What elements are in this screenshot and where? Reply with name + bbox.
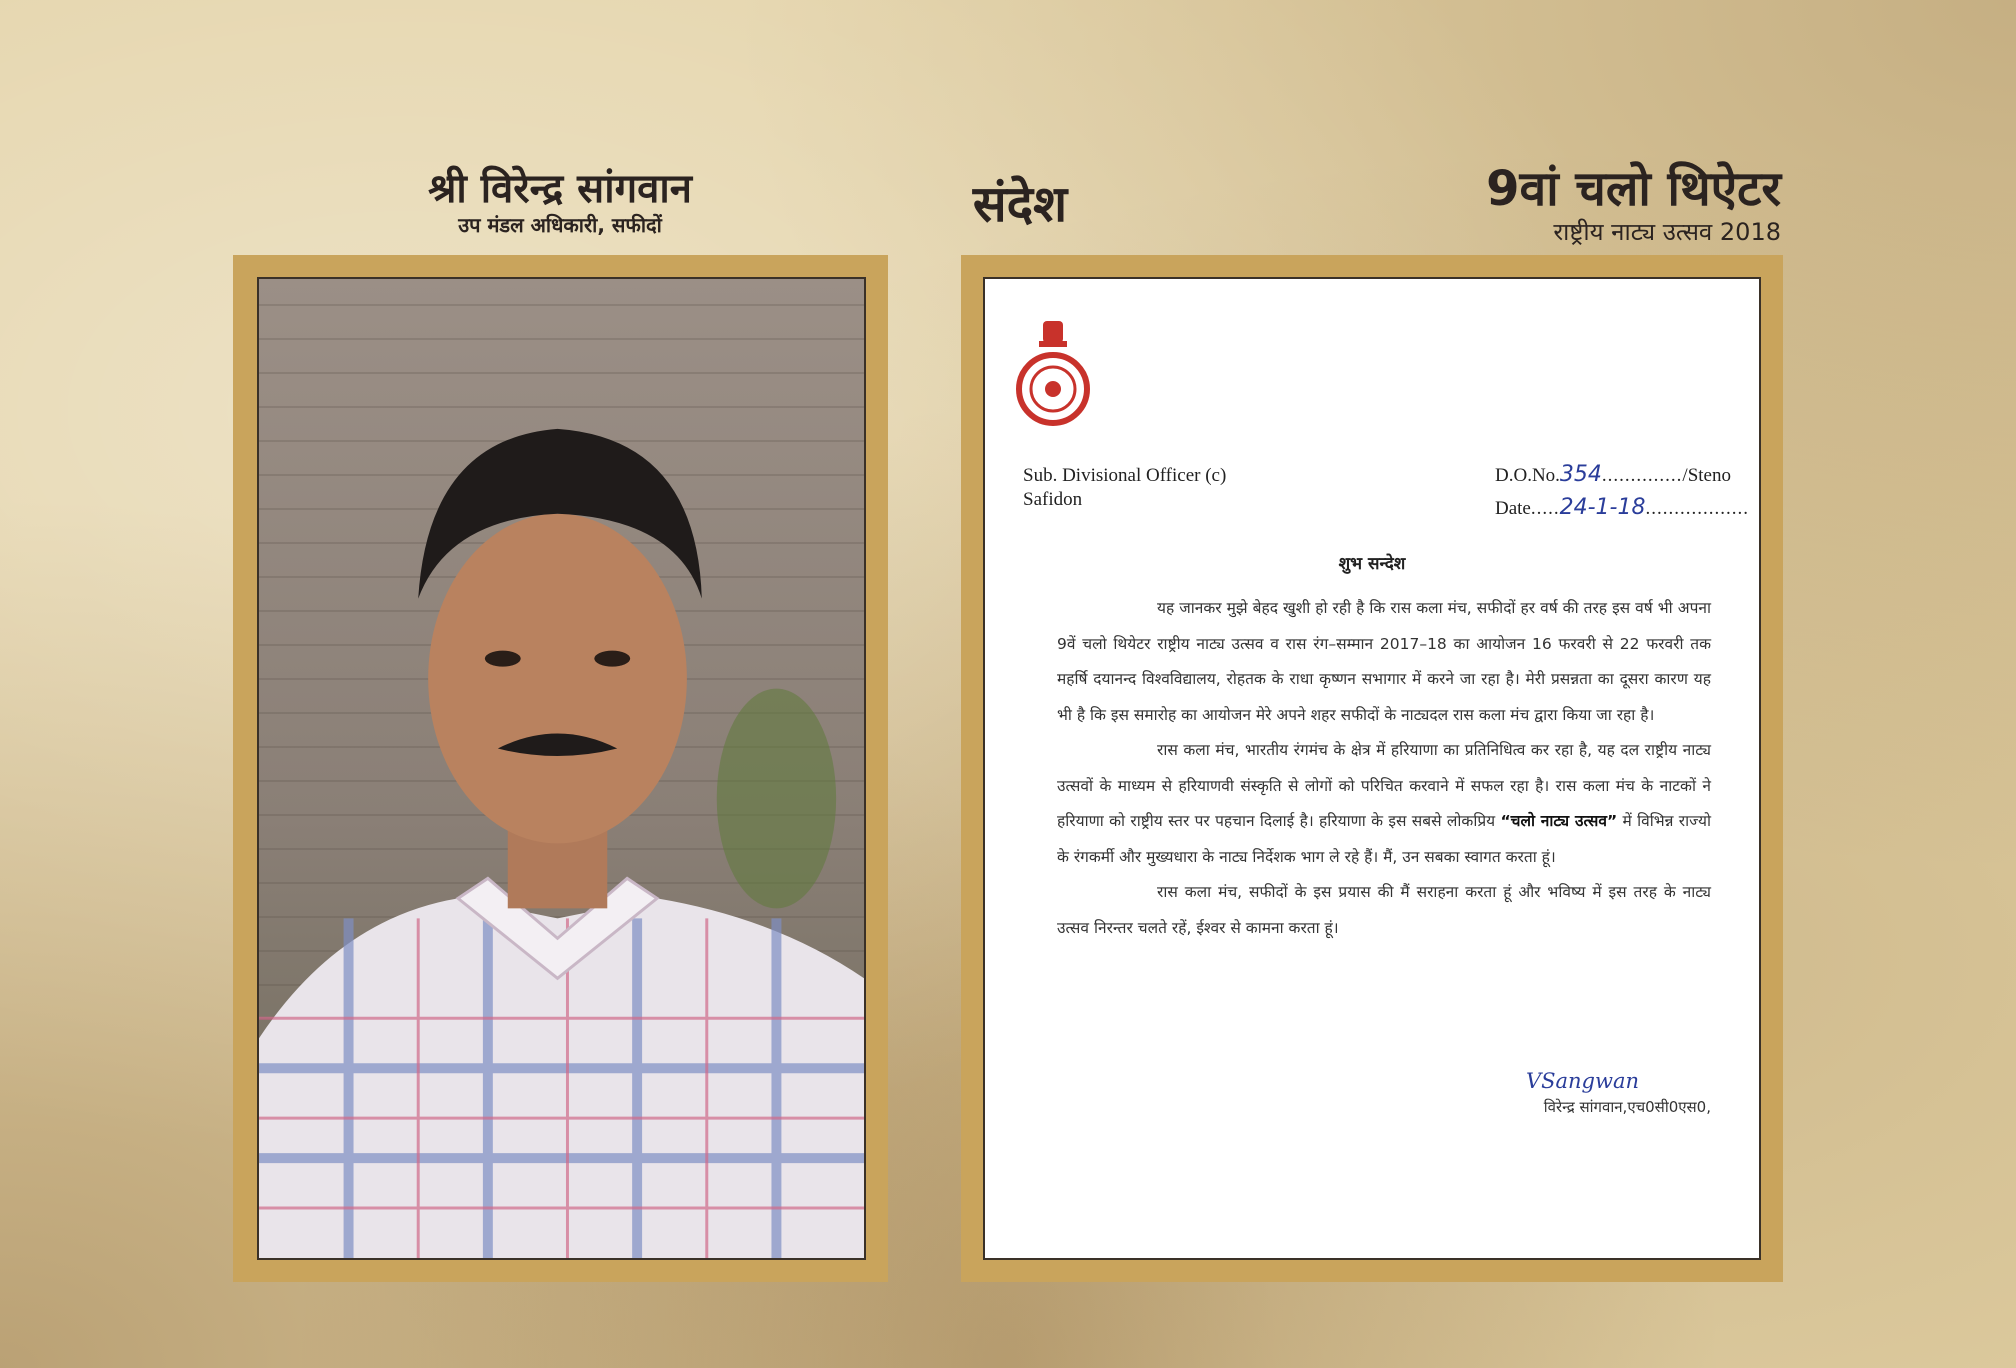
festival-heading xyxy=(1486,160,1781,246)
portrait-photo xyxy=(257,277,866,1260)
person-name: श्री विरेन्द्र सांगवान xyxy=(428,166,692,212)
letter-subject: शुभ सन्देश xyxy=(1338,554,1406,574)
message-letter xyxy=(983,277,1761,1260)
festival-name-bold: “चलो नाट्य उत्सव” xyxy=(1500,812,1618,830)
signatory-name: विरेन्द्र सांगवान,एच0सी0एस0, xyxy=(1543,1098,1711,1116)
letter-body xyxy=(1057,591,1711,946)
festival-subtitle: राष्ट्रीय नाट्य उत्सव 2018 xyxy=(1553,218,1781,246)
do-suffix: /Steno xyxy=(1682,465,1731,486)
letter-frame xyxy=(961,255,1783,1282)
do-dots: .............. xyxy=(1601,465,1683,486)
date-label: Date xyxy=(1495,498,1531,519)
date-dots-end: .................. xyxy=(1645,498,1749,519)
paragraph-2-end: में विभिन्न राज्यो के रंगकर्मी और मुख्यधारा के नाट्य निर्देशक भाग ले रहे हैं। मैं, उन सबका स्वागत करता हूं। xyxy=(1057,812,1711,866)
person-designation: उप मंडल अधिकारी, सफीदों xyxy=(458,213,662,237)
person-heading xyxy=(360,165,760,237)
do-number-line xyxy=(1495,459,1749,492)
reference-block xyxy=(1495,459,1749,525)
festival-title: 9वां चलो थिऐटर xyxy=(1486,161,1781,217)
date-dots: ..... xyxy=(1530,498,1560,519)
paragraph-2 xyxy=(1057,733,1711,875)
paragraph-3: रास कला मंच, सफीदों के इस प्रयास की मैं सराहना करता हूं और भविष्य में इस तरह के नाट्य उत्सव निरन्तर चलते रहें, ईश्वर से कामना करता हूं। xyxy=(1057,883,1711,937)
haryana-emblem-icon xyxy=(1015,321,1091,431)
office-place: Safidon xyxy=(1023,489,1083,510)
paragraph-1: यह जानकर मुझे बेहद खुशी हो रही है कि रास कला मंच, सफीदों हर वर्ष की तरह इस वर्ष भी अपना 9वें चलो थियेटर राष्ट्रीय नाट्य उत्सव व रास रंग–सम्मान 2017–18 का आयोजन 16 फरवरी से 22 फरवरी तक महर्षि दयानन्द विश्वविद्यालय, रोहतक के राधा कृष्णन सभागार में करने जा रहा है। मेरी प्रसन्नता का दूसरा कारण यह भी है कि इस समारोह का आयोजन मेरे अपने शहर सफीदों के नाट्यदल रास कला मंच द्वारा किया जा रहा है। xyxy=(1057,599,1711,724)
do-number: 354 xyxy=(1559,462,1602,487)
page-title: संदेश xyxy=(972,175,1068,233)
paragraph-2-start: रास कला मंच, भारतीय रंगमंच के क्षेत्र में हरियाणा का प्रतिनिधित्व कर रहा है, यह दल राष्ट्रीय नाट्य उत्सवों के माध्यम से हरियाणवी संस्कृति से लोगों को परिचित करवाने में सफल रहा है। रास कला मंच के नाटकों ने हरियाणा को राष्ट्रीय स्तर पर पहचान दिलाई है। हरियाणा के इस सबसे लोकप्रिय xyxy=(1057,741,1711,830)
date-line xyxy=(1495,492,1749,525)
office-title: Sub. Divisional Officer (c) xyxy=(1023,465,1227,486)
office-address xyxy=(1023,464,1226,512)
do-label: D.O.No. xyxy=(1495,465,1560,486)
portrait-frame xyxy=(233,255,888,1282)
date-value: 24-1-18 xyxy=(1559,495,1646,520)
portrait-illustration xyxy=(259,279,864,1258)
handwritten-signature: VSangwan xyxy=(1525,1069,1639,1093)
